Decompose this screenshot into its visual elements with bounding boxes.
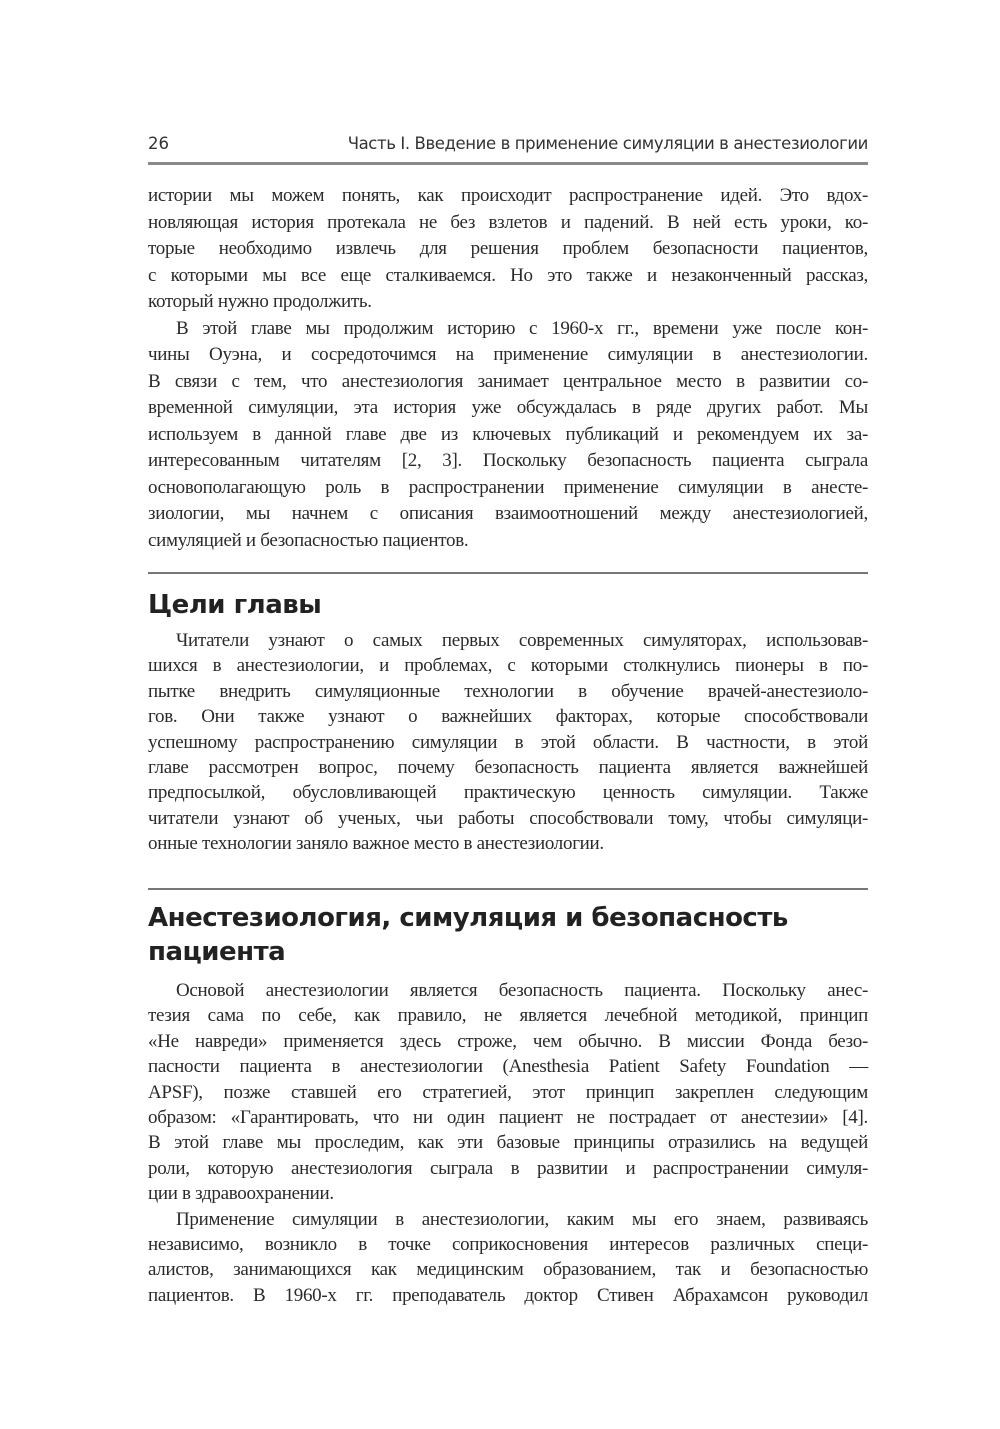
section-divider xyxy=(148,888,868,890)
text-line: симуляцией и безопасностью пациентов. xyxy=(148,529,469,551)
text-line: с которыми мы все еще сталкиваемся. Но это также и незаконченный рассказ, xyxy=(148,264,868,286)
text-line: онные технологии заняло важное место в анестезиологии. xyxy=(148,833,604,855)
text-line: Применение симуляции в анестезиологии, каким мы его знаем, развиваясь xyxy=(176,1208,868,1230)
text-line: торые необходимо извлечь для решения проблем безопасности пациентов, xyxy=(148,238,868,259)
goals-text xyxy=(148,628,868,857)
section-heading-line2: пациента xyxy=(148,937,286,967)
text-line: читатели узнают об ученых, чьи работы способствовали тому, чтобы симуляци- xyxy=(148,807,868,829)
running-header xyxy=(148,134,868,160)
text-line: новляющая история протекала не без взлетов и падений. В ней есть уроки, ко- xyxy=(148,211,868,233)
intro-text xyxy=(148,183,868,554)
text-line: В связи с тем, что анестезиология занимает центральное место в развитии со- xyxy=(148,370,868,392)
text-line: тезия сама по себе, как правило, не является лечебной методикой, принцип xyxy=(148,1005,868,1027)
text-line: зиологии, мы начнем с описания взаимоотношений между анестезиологией, xyxy=(148,503,868,524)
section-heading-line1: Анестезиология, симуляция и безопасность xyxy=(148,903,788,933)
text-line: Основой анестезиологии является безопасность пациента. Поскольку анес- xyxy=(176,980,868,1001)
text-line: предпосылкой, обусловливающей практическую ценность симуляции. Также xyxy=(148,782,868,804)
text-line: главе рассмотрен вопрос, почему безопасность пациента является важнейшей xyxy=(148,756,868,778)
text-line: используем в данной главе две из ключевых публикаций и рекомендуем их за- xyxy=(148,423,868,445)
text-line: В этой главе мы проследим, как эти базовые принципы отразились на ведущей xyxy=(148,1132,868,1154)
header-rule xyxy=(148,162,868,165)
page-number: 26 xyxy=(148,134,169,153)
text-line: гов. Они также узнают о важнейших факторах, которые способствовали xyxy=(148,706,868,728)
text-line: который нужно продолжить. xyxy=(148,291,372,312)
text-line: временной симуляции, эта история уже обсуждалась в ряде других работ. Мы xyxy=(148,397,868,418)
text-line: образом: «Гарантировать, что ни один пациент не пострадает от анестезии» [4]. xyxy=(148,1106,868,1128)
text-line: «Не навреди» применяется здесь строже, чем обычно. В миссии Фонда безо- xyxy=(148,1030,868,1052)
text-line: основополагающую роль в распространении применение симуляции в анесте- xyxy=(148,476,868,498)
text-line: роли, которую анестезиология сыграла в развитии и распространении симуля- xyxy=(148,1157,868,1179)
text-line: шихся в анестезиологии, и проблемах, с которыми столкнулись пионеры в по- xyxy=(148,655,868,677)
text-line: пытке внедрить симуляционные технологии в обучение врачей-анестезиоло- xyxy=(148,680,868,702)
text-line: В этой главе мы продолжим историю с 1960-х гг., времени уже после кон- xyxy=(176,317,868,339)
text-line: интересованным читателям [2, 3]. Поскольку безопасность пациента сыграла xyxy=(148,450,868,471)
text-line: пациентов. В 1960-х гг. преподаватель доктор Стивен Абрахамсон руководил xyxy=(148,1284,868,1306)
text-line: APSF), позже ставшей его стратегией, этот принцип закреплен следующим xyxy=(148,1081,868,1103)
text-line: успешному распространению симуляции в этой области. В частности, в этой xyxy=(148,731,868,753)
text-line: чины Оуэна, и сосредоточимся на применение симуляции в анестезиологии. xyxy=(148,344,868,365)
section-heading-goals: Цели главы xyxy=(148,590,322,620)
text-line: пасности пациента в анестезиологии (Anesthesia Patient Safety Foundation — xyxy=(148,1056,868,1078)
text-line: алистов, занимающихся как медицинским образованием, так и безопасностью xyxy=(148,1259,868,1281)
running-title: Часть I. Введение в применение симуляции в анестезиологии xyxy=(347,134,868,153)
text-line: Читатели узнают о самых первых современных симуляторах, использовав- xyxy=(176,630,868,651)
text-line: независимо, возникло в точке соприкосновения интересов различных специ- xyxy=(148,1233,868,1255)
section-divider xyxy=(148,572,868,574)
section2-text xyxy=(148,978,868,1308)
text-line: истории мы можем понять, как происходит распространение идей. Это вдох- xyxy=(148,185,868,206)
text-line: ции в здравоохранении. xyxy=(148,1183,334,1205)
